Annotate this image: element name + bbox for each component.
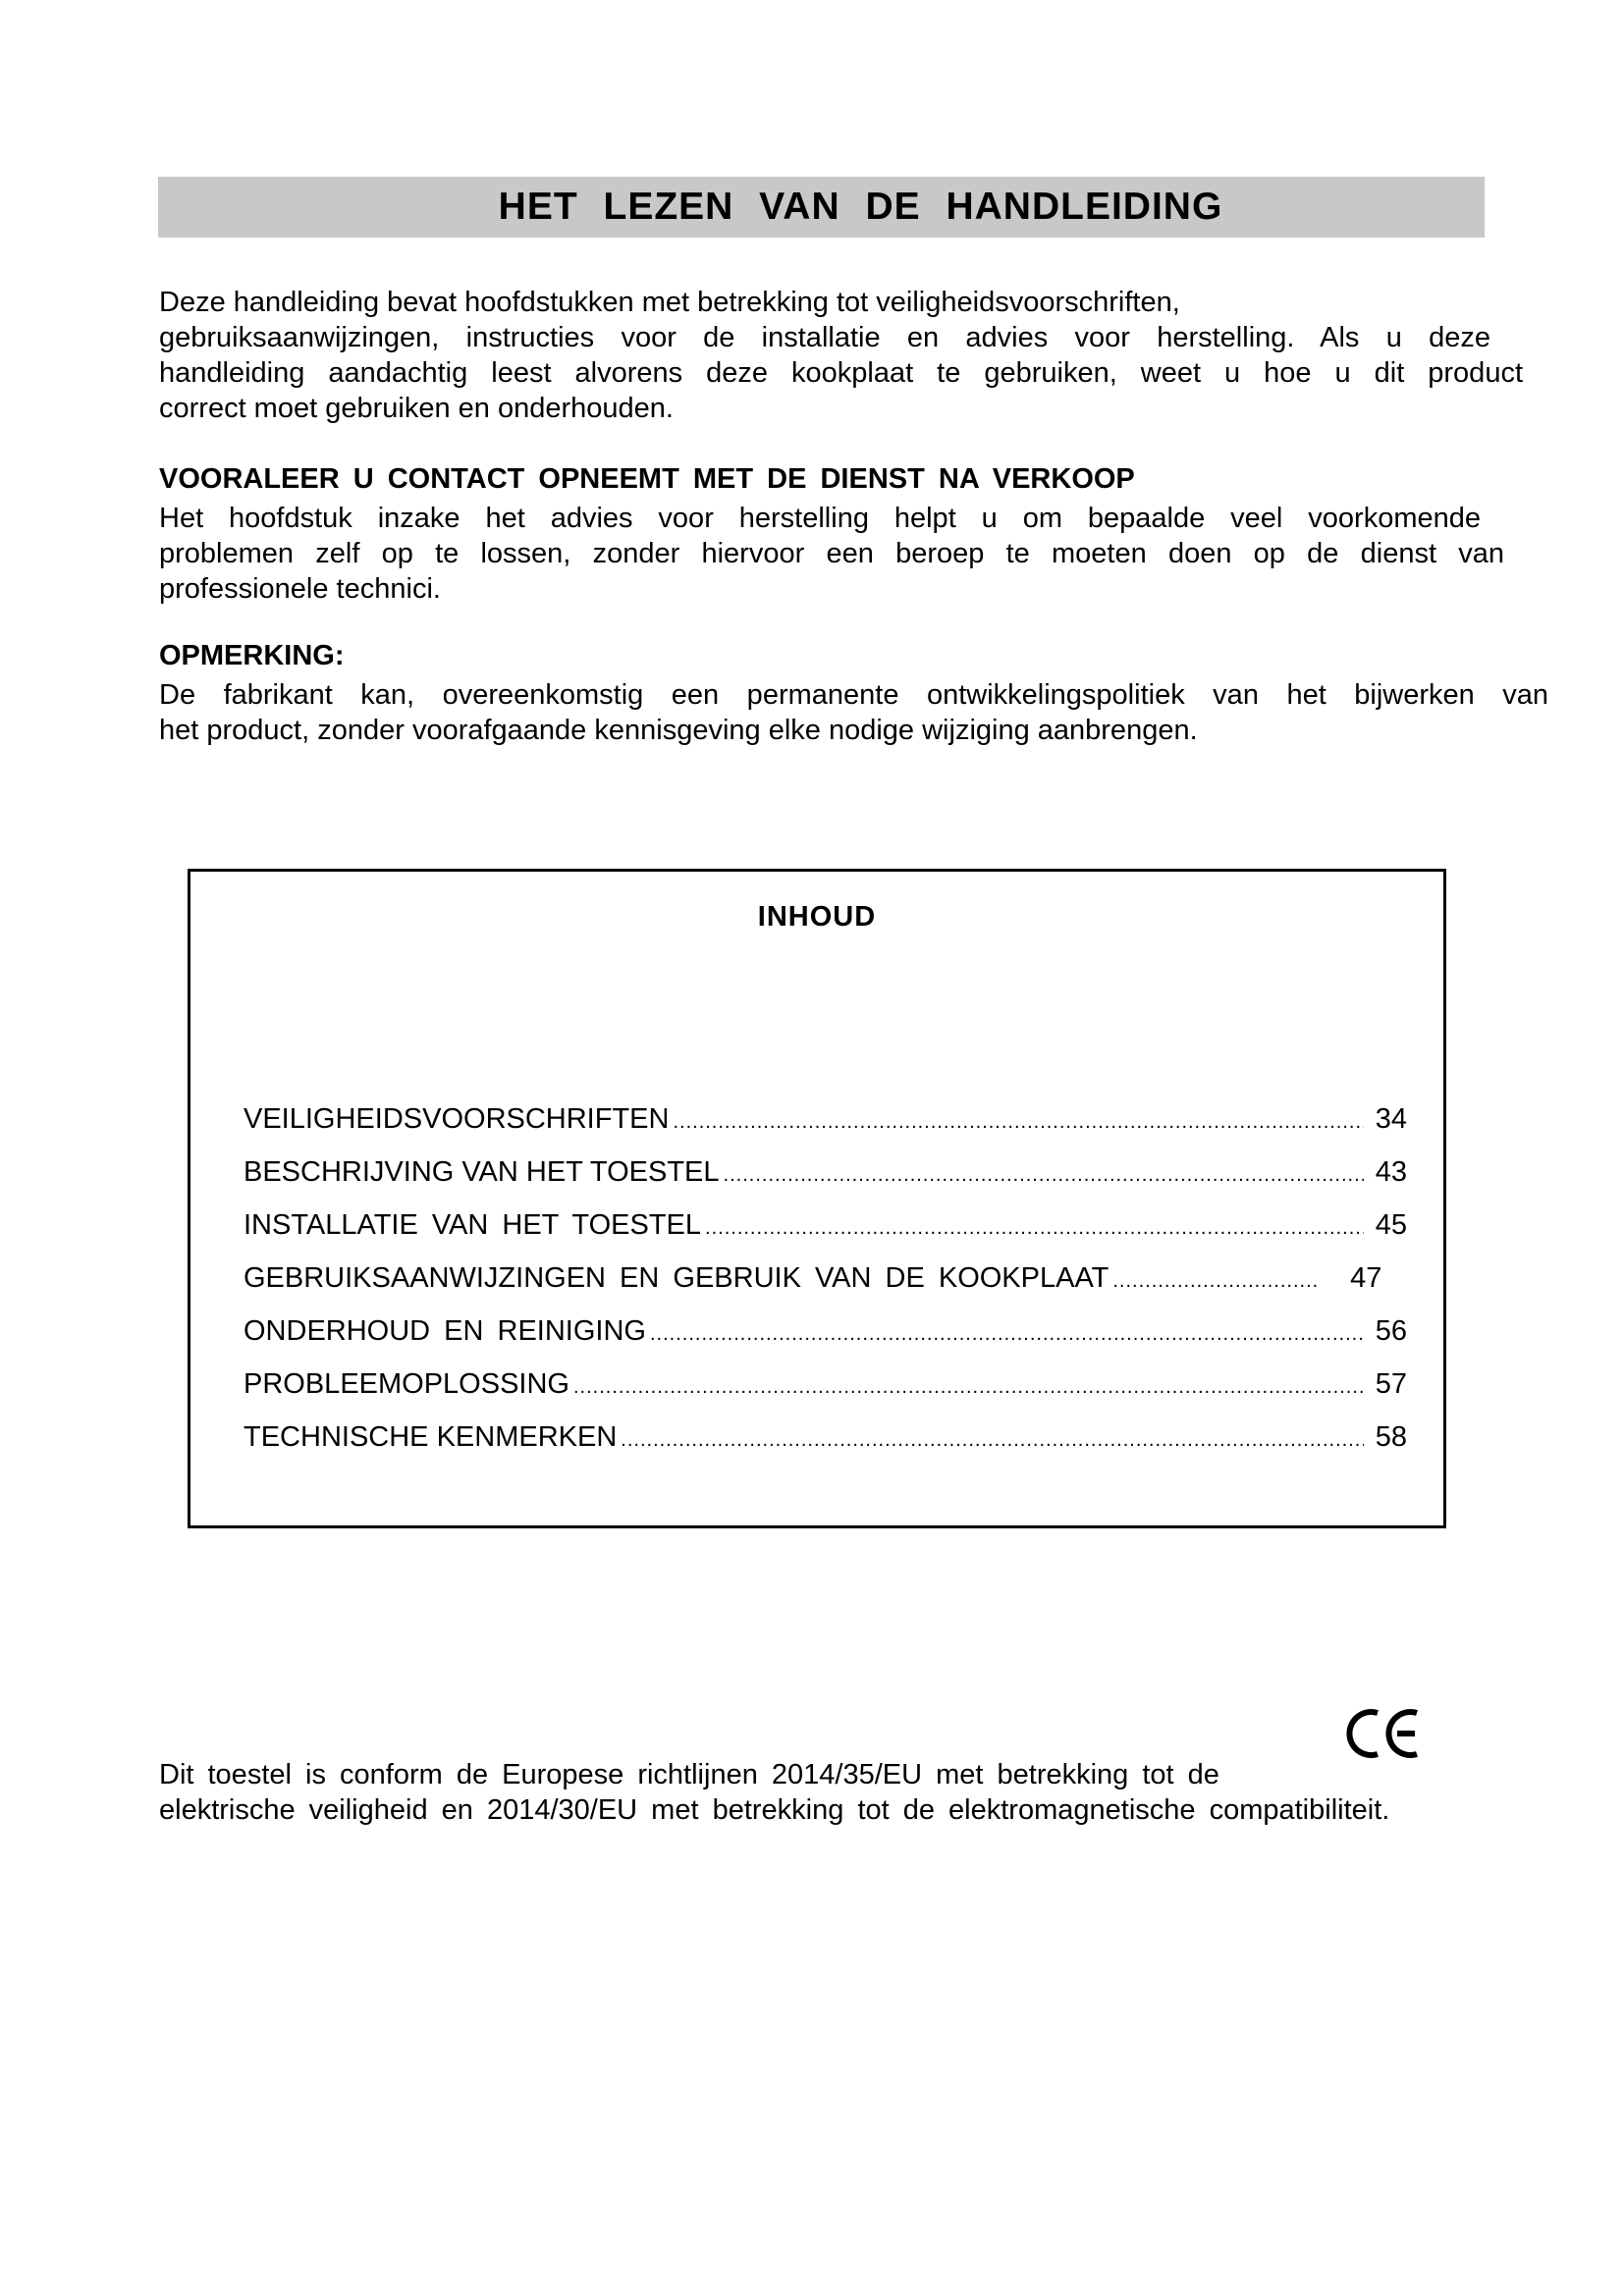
toc-entry-label: VEILIGHEIDSVOORSCHRIFTEN <box>244 1103 670 1135</box>
conformity-line: elektrische veiligheid en 2014/30/EU met betrekking tot de elektromagnetische compatibiliteit. <box>159 1794 1390 1826</box>
toc-entry[interactable] <box>244 1421 1407 1474</box>
toc-entry-page: 34 <box>1375 1103 1407 1135</box>
page-title: HET LEZEN VAN DE HANDLEIDING <box>498 186 1223 228</box>
toc-entry[interactable] <box>244 1209 1407 1262</box>
toc-entry-label: INSTALLATIE VAN HET TOESTEL <box>244 1209 702 1241</box>
toc-entry-page: 45 <box>1375 1209 1407 1241</box>
toc-entry-page: 57 <box>1375 1368 1407 1400</box>
table-of-contents <box>188 869 1446 1528</box>
note-paragraph <box>159 677 1548 748</box>
intro-line: gebruiksaanwijzingen, instructies voor de installatie en advies voor herstelling. Als u deze <box>159 322 1490 353</box>
ce-mark-icon <box>1340 1703 1429 1762</box>
toc-entry[interactable] <box>244 1315 1407 1368</box>
toc-entry[interactable] <box>244 1262 1407 1315</box>
toc-entry[interactable] <box>244 1156 1407 1209</box>
toc-list <box>244 1103 1407 1474</box>
conformity-line: Dit toestel is conform de Europese richtlijnen 2014/35/EU met betrekking tot de <box>159 1759 1219 1790</box>
toc-leader-dots <box>724 1164 1364 1187</box>
toc-entry-label: TECHNISCHE KENMERKEN <box>244 1421 618 1453</box>
toc-leader-dots <box>573 1376 1364 1399</box>
title-bar <box>158 177 1485 238</box>
note-heading: OPMERKING: <box>159 640 345 671</box>
toc-entry-label: PROBLEEMOPLOSSING <box>244 1368 569 1400</box>
toc-leader-dots <box>650 1323 1364 1346</box>
toc-entry-label: ONDERHOUD EN REINIGING <box>244 1315 646 1347</box>
toc-entry-page: 47 <box>1350 1262 1382 1294</box>
toc-entry[interactable] <box>244 1103 1407 1156</box>
service-paragraph <box>159 501 1504 607</box>
toc-leader-dots <box>705 1217 1364 1240</box>
toc-entry[interactable] <box>244 1368 1407 1421</box>
toc-entry-page: 56 <box>1375 1315 1407 1347</box>
conformity-statement <box>159 1757 1524 1828</box>
toc-leader-dots <box>621 1429 1364 1452</box>
intro-paragraph <box>159 285 1523 426</box>
service-heading: VOORALEER U CONTACT OPNEEMT MET DE DIENST NA VERKOOP <box>159 463 1135 495</box>
toc-leader-dots <box>673 1111 1364 1134</box>
toc-entry-label: BESCHRIJVING VAN HET TOESTEL <box>244 1156 720 1188</box>
service-line: problemen zelf op te lossen, zonder hiervoor een beroep te moeten doen op de dienst van <box>159 538 1504 569</box>
service-line: professionele technici. <box>159 573 441 605</box>
intro-line: handleiding aandachtig leest alvorens deze kookplaat te gebruiken, weet u hoe u dit product <box>159 357 1523 389</box>
toc-entry-label: GEBRUIKSAANWIJZINGEN EN GEBRUIK VAN DE KOOKPLAAT <box>244 1262 1110 1294</box>
note-line: De fabrikant kan, overeenkomstig een permanente ontwikkelingspolitiek van het bijwerken van <box>159 679 1548 711</box>
toc-leader-dots <box>1112 1270 1319 1293</box>
service-line: Het hoofdstuk inzake het advies voor herstelling helpt u om bepaalde veel voorkomende <box>159 503 1481 534</box>
intro-line: Deze handleiding bevat hoofdstukken met betrekking tot veiligheidsvoorschriften, <box>159 287 1180 318</box>
note-line: het product, zonder voorafgaande kennisgeving elke nodige wijziging aanbrengen. <box>159 715 1198 746</box>
toc-title: INHOUD <box>757 901 877 933</box>
intro-line: correct moet gebruiken en onderhouden. <box>159 393 674 424</box>
toc-entry-page: 58 <box>1375 1421 1407 1453</box>
toc-entry-page: 43 <box>1375 1156 1407 1188</box>
